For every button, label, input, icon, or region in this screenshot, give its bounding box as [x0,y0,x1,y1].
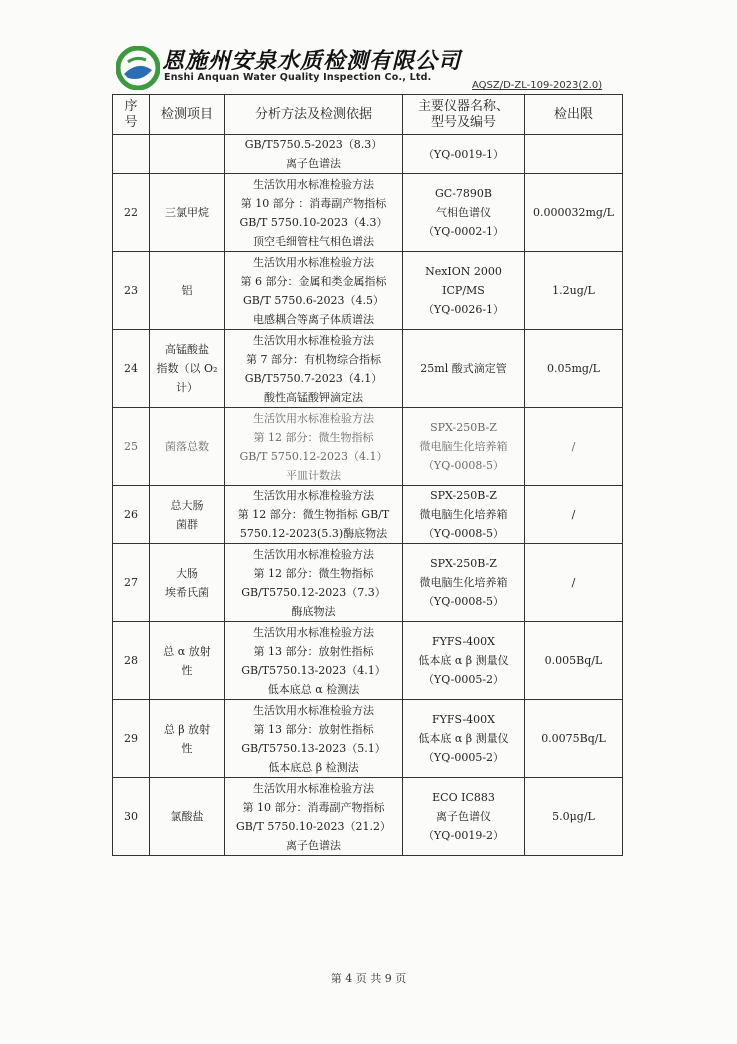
row-limit [525,135,623,174]
cell-line: GB/T 5750.10-2023（4.3） [239,215,388,229]
table-row [113,622,623,700]
cell-line: 顶空毛细管柱气相色谱法 [253,234,374,248]
cell-line: 29 [124,732,138,745]
row-num [113,330,150,408]
cell-line: 微电脑生化培养箱 [419,440,508,453]
table-row [113,408,623,486]
row-method [225,408,403,486]
cell-line: GC-7890B [435,187,492,200]
cell-line: 生活饮用水标准检验方法 [253,703,374,717]
cell-line: 低本底 α β 测量仪 [418,654,509,667]
cell-line: 离子色谱法 [286,838,341,852]
header-num [113,95,150,135]
row-instrument [403,252,525,330]
cell-line: 30 [124,810,138,823]
row-limit [525,544,623,622]
cell-line: GB/T5750.7-2023（4.1） [244,371,383,385]
cell-line: （YQ-0026-1） [422,303,505,316]
row-method [225,544,403,622]
cell-line: 0.05mg/L [547,362,600,375]
cell-line: 菌落总数 [165,440,209,453]
cell-line: 号 [124,114,138,130]
cell-line: （YQ-0008-5） [422,527,505,540]
row-item [150,252,225,330]
cell-line: SPX-250B-Z [430,421,497,434]
cell-line: / [571,508,576,521]
cell-line: 第 10 部分 ：消毒副产物指标 [240,196,387,210]
cell-line: GB/T5750.13-2023（5.1） [241,741,386,755]
cell-line: 25 [124,440,138,453]
header-limit [525,95,623,135]
row-method [225,330,403,408]
cell-line: 平皿计数法 [286,468,341,482]
cell-line: 27 [124,576,138,589]
cell-line: 0.000032mg/L [533,206,614,219]
row-item [150,486,225,544]
cell-line: 第 13 部分：放射性指标 [253,644,374,658]
document-header [112,40,622,96]
cell-line: 高锰酸盐 [165,343,209,356]
row-item [150,700,225,778]
cell-line: / [571,576,576,589]
row-instrument [403,174,525,252]
cell-line: 性 [181,663,193,677]
cell-line: 离子色谱仪 [436,810,491,823]
cell-line: 离子色谱法 [286,157,341,170]
cell-line: 主要仪器名称、 [417,98,509,114]
cell-line: 生活饮用水标准检验方法 [253,255,374,269]
cell-line: ECO IC883 [432,791,495,804]
cell-line: 三氯甲烷 [165,206,209,219]
cell-line: ICP/MS [442,284,485,297]
row-instrument [403,135,525,174]
row-num [113,544,150,622]
row-limit [525,622,623,700]
header-method [225,95,403,135]
cell-line: 埃希氏菌 [165,585,209,599]
table-row [113,135,623,174]
cell-line: 第 12 部分：微生物指标 [253,430,374,444]
cell-line: 序 [124,98,138,114]
cell-line: 计） [176,381,198,394]
cell-line: NexION 2000 [425,265,502,278]
cell-line: 生活饮用水标准检验方法 [253,489,374,502]
row-num [113,174,150,252]
document-code: AQSZ/D-ZL-109-2023(2.0) [472,80,603,91]
row-item [150,778,225,856]
cell-line: 0.005Bq/L [544,654,603,667]
row-num [113,135,150,174]
cell-line: 检测项目 [160,106,213,122]
table-header-row [113,95,623,135]
table-row [113,486,623,544]
cell-line: 25ml 酸式滴定管 [420,362,507,375]
row-limit [525,252,623,330]
cell-line: （YQ-0005-2） [422,751,505,764]
cell-line: 生活饮用水标准检验方法 [253,625,374,639]
cell-line: 0.0075Bq/L [541,732,606,745]
cell-line: 低本底总 β 检测法 [268,760,359,774]
row-limit [525,330,623,408]
cell-line: 生活饮用水标准检验方法 [253,177,374,191]
row-num [113,622,150,700]
cell-line: （YQ-0019-1） [422,147,505,161]
cell-line: 第 7 部分：有机物综合指标 [246,352,381,366]
table-row [113,700,623,778]
cell-line: 23 [124,284,138,297]
cell-line: GB/T5750.12-2023（7.3） [241,585,386,599]
cell-line: 酶底物法 [291,604,336,618]
row-limit [525,778,623,856]
table-body [113,135,623,856]
cell-line: 5.0μg/L [552,810,595,823]
row-method [225,622,403,700]
cell-line: 微电脑生化培养箱 [419,508,508,521]
cell-line: 指数（以 O₂ [156,362,218,375]
cell-line: （YQ-0008-5） [422,459,505,472]
cell-line: 第 12 部分：微生物指标 GB/T [237,508,390,521]
cell-line: 电感耦合等离子体质谱法 [253,312,374,326]
row-num [113,252,150,330]
row-instrument [403,544,525,622]
cell-line: 酸性高锰酸钾滴定法 [264,390,363,404]
row-num [113,486,150,544]
cell-line: 菌群 [176,517,198,531]
row-item [150,135,225,174]
row-item [150,330,225,408]
table-row [113,174,623,252]
row-method [225,700,403,778]
cell-line: / [571,440,576,453]
row-num [113,408,150,486]
cell-line: 第 13 部分：放射性指标 [253,722,374,736]
cell-line: 总 β 放射 [163,722,211,736]
cell-line: 生活饮用水标准检验方法 [253,411,374,425]
cell-line: 低本底 α β 测量仪 [418,732,509,745]
cell-line: （YQ-0002-1） [422,225,505,238]
row-method [225,174,403,252]
cell-line: SPX-250B-Z [430,489,497,502]
cell-line: 分析方法及检测依据 [254,106,372,122]
row-method [225,252,403,330]
row-instrument [403,622,525,700]
row-num [113,700,150,778]
cell-line: （YQ-0005-2） [422,673,505,686]
company-logo-icon [116,46,160,90]
cell-line: 24 [124,362,138,375]
cell-line: 第 6 部分：金属和类金属指标 [240,274,387,288]
cell-line: 1.2ug/L [552,284,595,297]
row-num [113,778,150,856]
header-instrument [403,95,525,135]
table-row [113,252,623,330]
cell-line: 型号及编号 [430,114,496,130]
cell-line: GB/T5750.5-2023（8.3） [244,138,383,151]
cell-line: 氯酸盐 [170,810,204,823]
row-item [150,408,225,486]
cell-line: 性 [181,741,193,755]
methods-table-container [112,94,622,856]
row-item [150,622,225,700]
table-row [113,778,623,856]
row-limit [525,174,623,252]
cell-line: GB/T 5750.6-2023（4.5） [242,293,385,307]
cell-line: 生活饮用水标准检验方法 [253,781,374,795]
table-row [113,330,623,408]
methods-table [112,94,623,856]
page-number: 第 4 页 共 9 页 [330,972,407,985]
cell-line: SPX-250B-Z [430,557,497,570]
row-instrument [403,408,525,486]
cell-line: 总大肠 [170,498,204,512]
row-limit [525,408,623,486]
row-limit [525,486,623,544]
table-row [113,544,623,622]
row-method [225,778,403,856]
company-name-cn: 恩施州安泉水质检测有限公司 [162,48,462,74]
cell-line: 铝 [181,284,193,297]
cell-line: GB/T5750.13-2023（4.1） [241,663,386,677]
row-method [225,486,403,544]
cell-line: GB/T 5750.12-2023（4.1） [239,449,388,463]
row-method [225,135,403,174]
row-limit [525,700,623,778]
header-item [150,95,225,135]
cell-line: FYFS-400X [431,713,495,726]
row-instrument [403,330,525,408]
row-instrument [403,486,525,544]
cell-line: 生活饮用水标准检验方法 [253,547,374,561]
cell-line: 气相色谱仪 [436,206,491,219]
cell-line: 微电脑生化培养箱 [419,576,508,589]
cell-line: 总 α 放射 [163,644,211,658]
cell-line: 28 [124,654,138,667]
cell-line: 第 10 部分：消毒副产物指标 [242,800,385,814]
cell-line: （YQ-0019-2） [422,829,505,842]
cell-line: 5750.12-2023(5.3)酶底物法 [239,527,388,540]
cell-line: 检出限 [553,106,593,122]
cell-line: GB/T 5750.10-2023（21.2） [235,819,392,833]
row-instrument [403,700,525,778]
cell-line: FYFS-400X [431,635,495,648]
cell-line: 22 [124,206,138,219]
company-name-en: Enshi Anquan Water Quality Inspection Co., Ltd. [164,72,432,83]
cell-line: 26 [124,508,138,521]
cell-line: 生活饮用水标准检验方法 [253,333,374,347]
cell-line: 大肠 [176,566,198,580]
row-instrument [403,778,525,856]
row-item [150,544,225,622]
cell-line: 第 12 部分：微生物指标 [253,566,374,580]
row-item [150,174,225,252]
cell-line: （YQ-0008-5） [422,595,505,608]
cell-line: 低本底总 α 检测法 [267,682,360,696]
